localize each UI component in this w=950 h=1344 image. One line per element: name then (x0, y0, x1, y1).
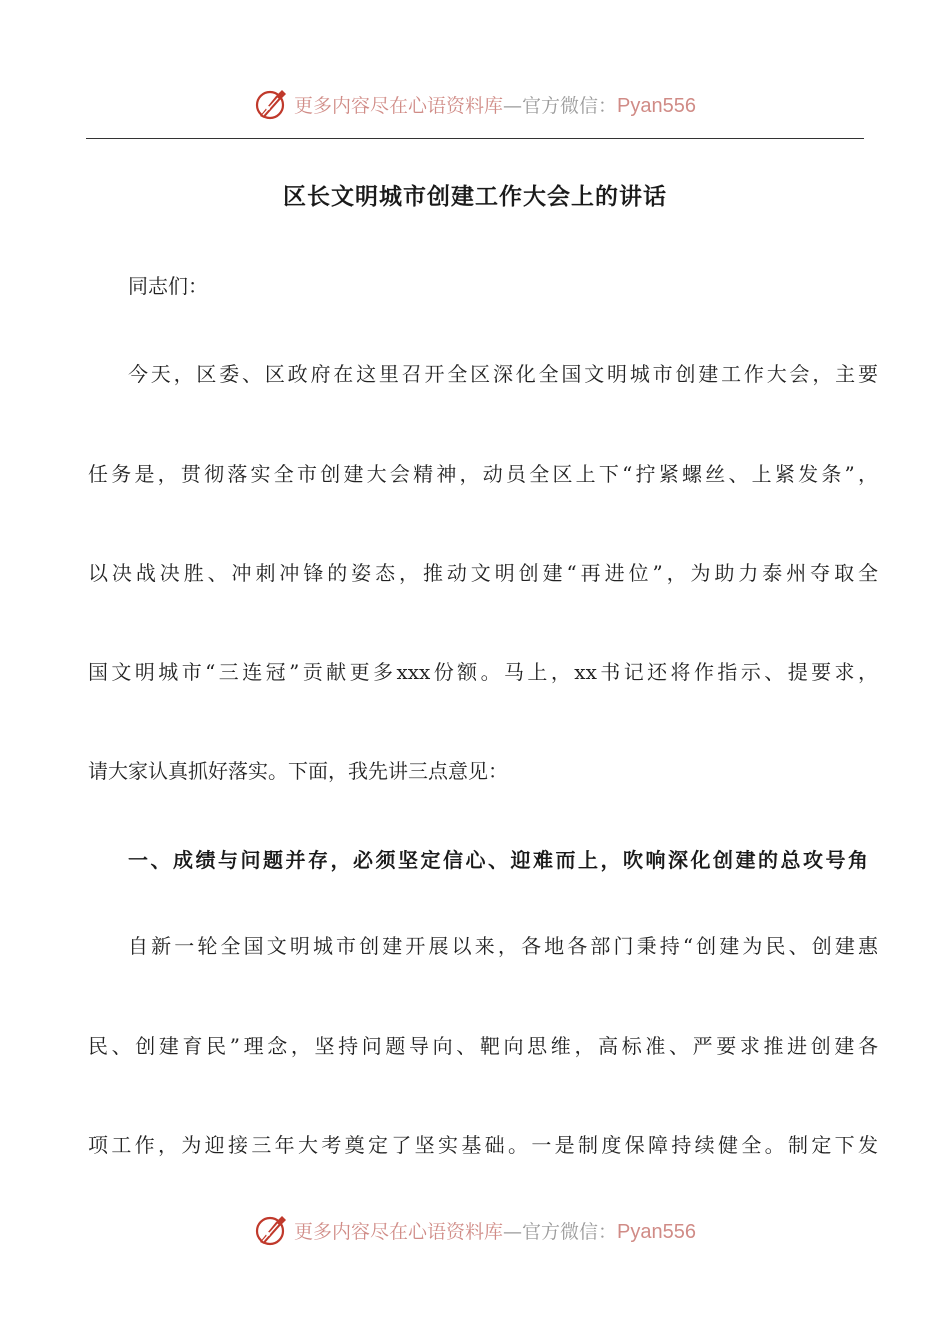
paragraph-line: 国文明城市“三连冠”贡献更多xxx份额。马上，xx书记还将作指示、提要求， (88, 660, 878, 684)
banner-wechat-label: 官方微信： (522, 94, 618, 117)
header-banner (0, 84, 950, 124)
paragraph-line: 自新一轮全国文明城市创建开展以来，各地各部门秉持“创建为民、创建惠 (128, 934, 878, 958)
banner-wechat-id: Pyan556 (617, 1220, 696, 1243)
paragraph-line: 任务是，贯彻落实全市创建大会精神，动员全区上下“拧紧螺丝、上紧发条”， (88, 462, 878, 486)
paragraph-line: 今天，区委、区政府在这里召开全区深化全国文明城市创建工作大会，主要 (128, 362, 878, 386)
pen-nib-logo-icon (254, 86, 290, 122)
banner-wechat-label: 官方微信： (522, 1220, 618, 1243)
banner-wechat-id: Pyan556 (617, 94, 696, 117)
banner-text (294, 1217, 696, 1244)
document-title: 区长文明城市创建工作大会上的讲话 (283, 183, 667, 210)
paragraph-line: 项工作，为迎接三年大考奠定了坚实基础。一是制度保障持续健全。制定下发 (88, 1133, 878, 1157)
paragraph-line: 请大家认真抓好落实。下面，我先讲三点意见： (88, 759, 508, 783)
paragraph-line: 以决战决胜、冲刺冲锋的姿态，推动文明创建“再进位”，为助力泰州夺取全 (88, 561, 878, 585)
banner-text (294, 91, 696, 118)
section-heading: 一、成绩与问题并存，必须坚定信心、迎难而上，吹响深化创建的总攻号角 (128, 848, 868, 872)
footer-banner (0, 1210, 950, 1250)
banner-dash: — (503, 1220, 523, 1243)
banner-prefix: 更多内容尽在心语资料库 (294, 1220, 504, 1243)
pen-nib-logo-icon (254, 1212, 290, 1248)
banner-prefix: 更多内容尽在心语资料库 (294, 94, 504, 117)
header-divider (86, 138, 864, 139)
greeting: 同志们： (128, 274, 208, 298)
paragraph-line: 民、创建育民”理念，坚持问题导向、靶向思维，高标准、严要求推进创建各 (88, 1034, 878, 1058)
banner-dash: — (503, 94, 523, 117)
